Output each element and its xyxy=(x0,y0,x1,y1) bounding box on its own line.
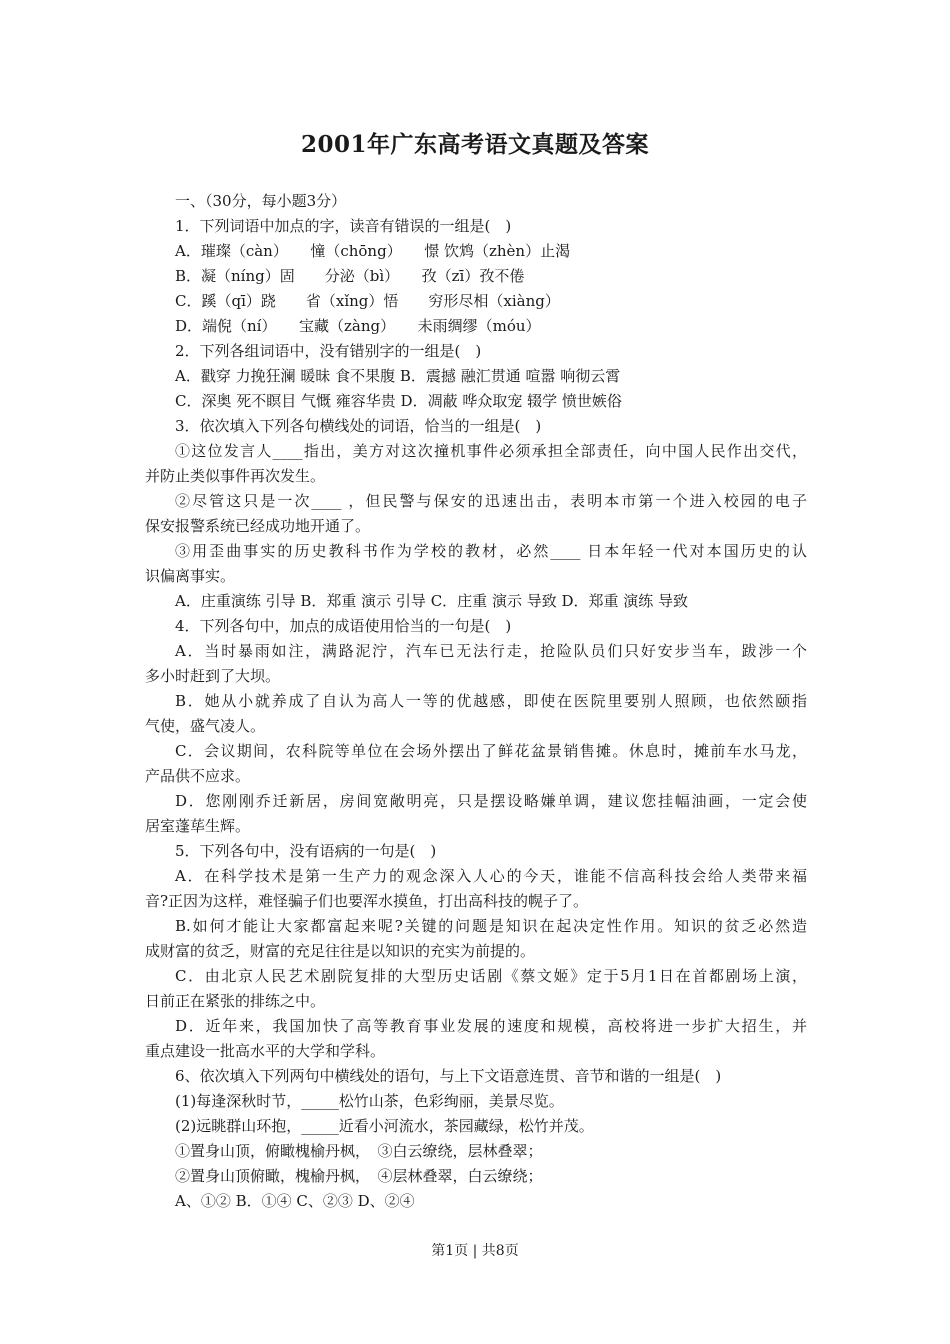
question-1: 1．下列词语中加点的字，读音有错误的一组是( ) xyxy=(175,217,512,235)
question-2-options-cd: C．深奥 死不瞑目 气慨 雍容华贵 D．凋蔽 哗众取宠 辍学 愤世嫉俗 xyxy=(175,392,622,410)
question-5-option-c-cont: 日前正在紧张的排练之中。 xyxy=(145,992,326,1010)
question-6-sentence-1: (1)每逢深秋时节，_____松竹山茶，色彩绚丽，美景尽览。 xyxy=(175,1092,564,1110)
question-5-option-b-cont: 成财富的贫乏，财富的充足往往是以知识的充实为前提的。 xyxy=(145,942,536,960)
question-3-sentence-1: ①这位发言人____指出，美方对这次撞机事件必须承担全部责任，向中国人民作出交代， xyxy=(175,442,807,460)
question-3-sentence-3-cont: 识偏离事实。 xyxy=(145,567,236,585)
question-4-option-c-cont: 产品供不应求。 xyxy=(145,767,251,785)
question-5-option-a-cont: 音?正因为这样，难怪骗子们也要浑水摸鱼，打出高科技的幌子了。 xyxy=(145,892,589,910)
question-4-option-d: D．您刚刚乔迁新居，房间宽敞明亮，只是摆设略嫌单调，建议您挂幅油画，一定会使 xyxy=(175,792,807,810)
question-6: 6、依次填入下列两句中横线处的语句，与上下文语意连贯、音节和谐的一组是( ) xyxy=(175,1067,722,1085)
question-2-options-ab: A．戳穿 力挽狂澜 暖昧 食不果腹 B．震撼 融汇贯通 喧嚣 响彻云霄 xyxy=(175,367,621,385)
question-5-option-b: B.如何才能让大家都富起来呢?关键的问题是知识在起决定性作用。知识的贫乏必然造 xyxy=(175,917,807,935)
question-4-option-c: C．会议期间，农科院等单位在会场外摆出了鲜花盆景销售摊。休息时，摊前车水马龙， xyxy=(175,742,807,760)
page-footer: 第1页 | 共8页 xyxy=(431,1243,519,1259)
question-4-option-b: B．她从小就养成了自认为高人一等的优越感，即使在医院里要别人照顾，也依然颐指 xyxy=(175,692,807,710)
question-5: 5．下列各句中，没有语病的一句是( ) xyxy=(175,842,437,860)
question-1-option-c: C．蹊（qī）跷 省（xǐng）悟 穷形尽相（xiàng） xyxy=(175,292,560,310)
question-4-option-a-cont: 多小时赶到了大坝。 xyxy=(145,667,281,685)
question-5-option-d-cont: 重点建设一批高水平的大学和学科。 xyxy=(145,1042,386,1060)
question-3-sentence-1-cont: 并防止类似事件再次发生。 xyxy=(145,467,326,485)
question-4-option-d-cont: 居室蓬荜生辉。 xyxy=(145,817,251,835)
question-6-choices-13: ①置身山顶，俯瞰槐榆丹枫， ③白云缭绕，层林叠翠； xyxy=(175,1142,543,1160)
question-4-option-a: A．当时暴雨如注，满路泥泞，汽车已无法行走，抢险队员们只好安步当车，跋涉一个 xyxy=(175,642,807,660)
question-1-option-a: A．璀璨（càn） 憧（chōng） 憬 饮鸩（zhèn）止渴 xyxy=(175,242,571,260)
question-3-sentence-2: ②尽管这只是一次____ ，但民警与保安的迅速出击，表明本市第一个进入校园的电子 xyxy=(175,492,807,510)
question-2: 2．下列各组词语中，没有错别字的一组是( ) xyxy=(175,342,482,360)
question-6-sentence-2: (2)远眺群山环抱，_____近看小河流水，茶园藏绿，松竹并茂。 xyxy=(175,1117,594,1135)
question-6-options: A、①② B．①④ C、②③ D、②④ xyxy=(175,1192,415,1210)
question-3-sentence-3: ③用歪曲事实的历史教科书作为学校的教材，必然____ 日本年轻一代对本国历史的认 xyxy=(175,542,807,560)
question-5-option-a: A．在科学技术是第一生产力的观念深入人心的今天，谁能不信高科技会给人类带来福 xyxy=(175,867,807,885)
document-title: 2001年广东高考语文真题及答案 xyxy=(300,131,649,158)
question-5-option-d: D．近年来，我国加快了高等教育事业发展的速度和规模，高校将进一步扩大招生，并 xyxy=(175,1017,807,1035)
section-heading: 一、（30分，每小题3分） xyxy=(175,192,347,210)
question-1-option-d: D．端倪（ní） 宝藏（zàng） 未雨绸缪（móu） xyxy=(175,317,541,335)
document-body xyxy=(145,189,807,1214)
question-3-sentence-2-cont: 保安报警系统已经成功地开通了。 xyxy=(145,517,371,535)
question-4-option-b-cont: 气使，盛气凌人。 xyxy=(145,717,266,735)
question-3: 3．依次填入下列各句横线处的词语，恰当的一组是( ) xyxy=(175,417,542,435)
question-3-options: A．庄重演练 引导 B．郑重 演示 引导 C．庄重 演示 导致 D．郑重 演练 导致 xyxy=(175,592,689,610)
question-5-option-c: C．由北京人民艺术剧院复排的大型历史话剧《蔡文姬》定于5月1日在首都剧场上演， xyxy=(175,967,807,985)
question-4: 4．下列各句中，加点的成语使用恰当的一句是( ) xyxy=(175,617,512,635)
question-1-option-b: B．凝（níng）固 分泌（bì） 孜（zī）孜不倦 xyxy=(175,267,525,285)
question-6-choices-24: ②置身山顶俯瞰，槐榆丹枫， ④层林叠翠，白云缭绕； xyxy=(175,1167,543,1185)
